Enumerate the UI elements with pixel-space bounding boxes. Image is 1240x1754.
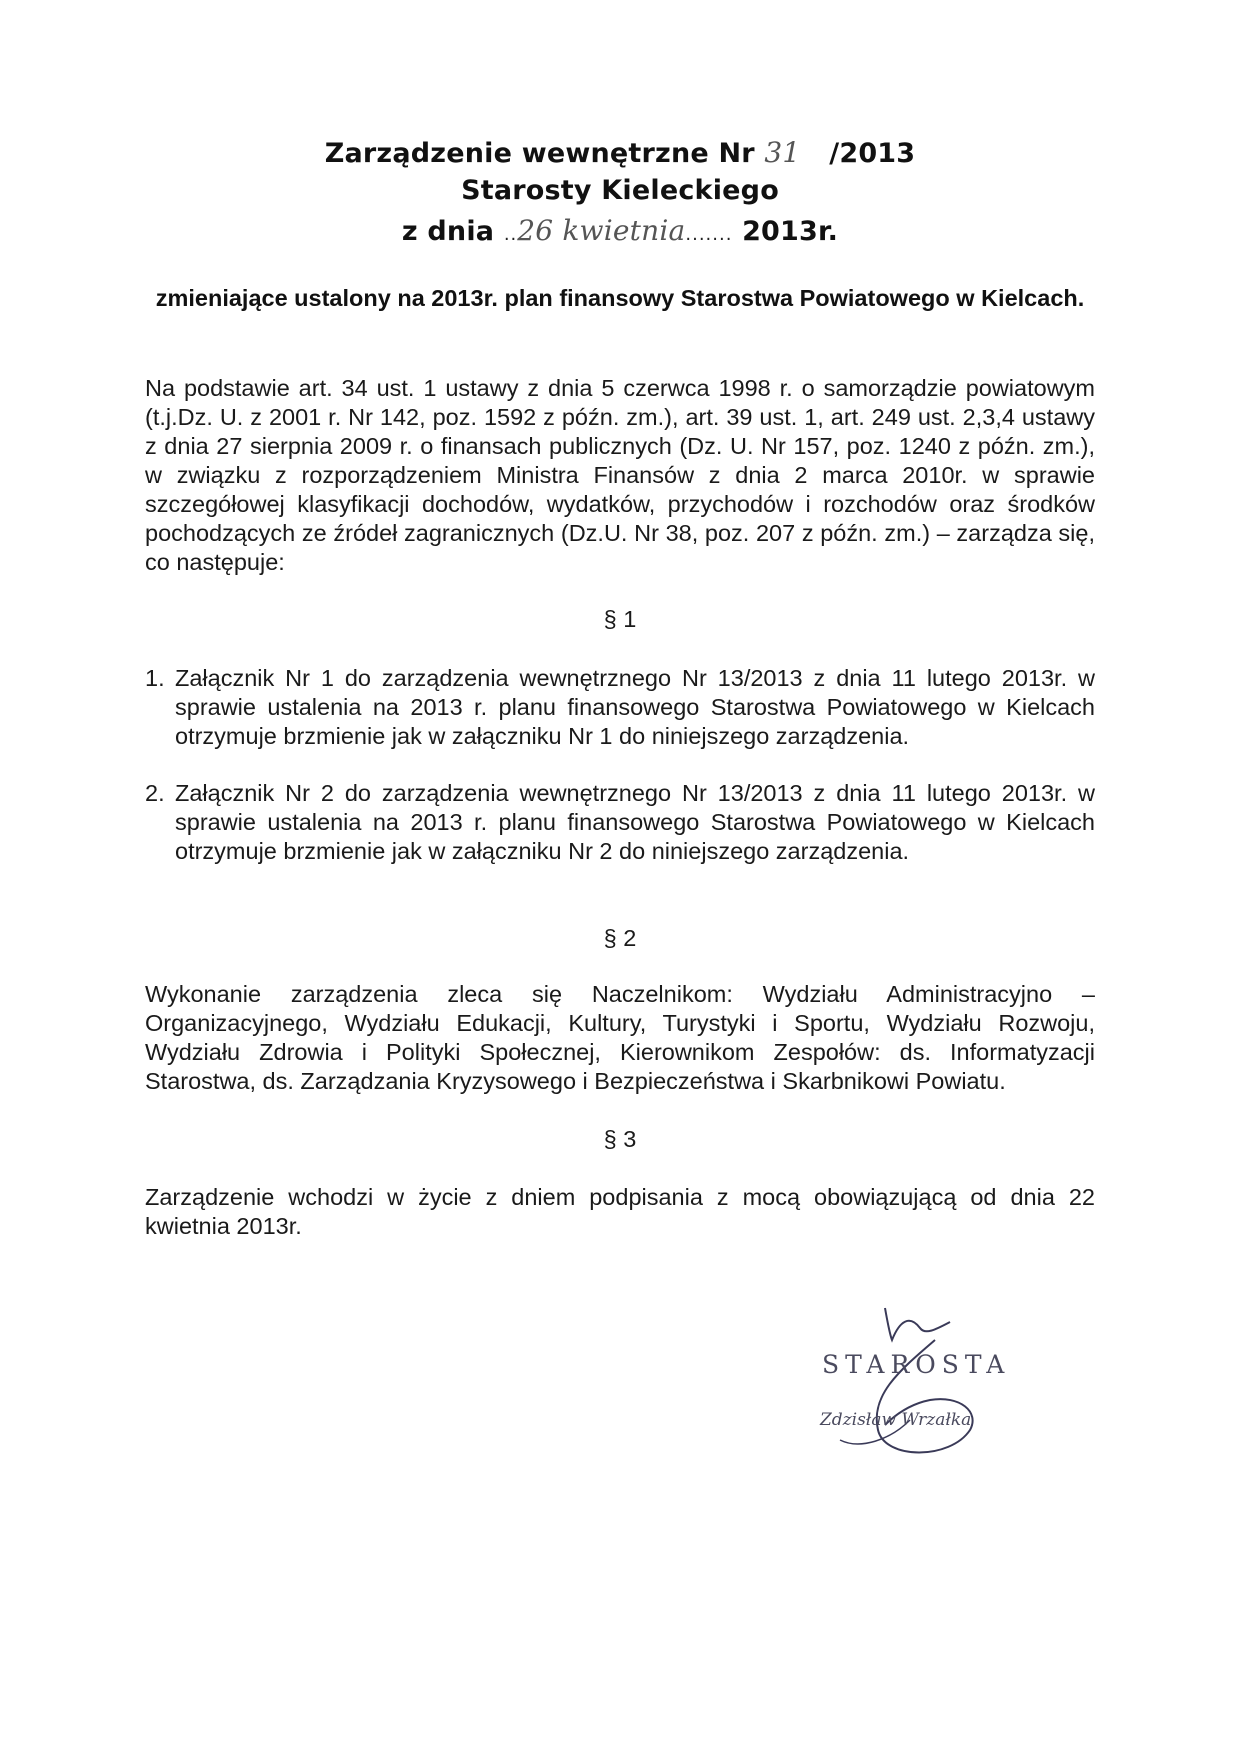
handwritten-date: 26 kwietnia xyxy=(517,214,686,247)
list-item-number: 2. xyxy=(145,780,165,806)
signature-icon xyxy=(800,1300,1020,1470)
issuer-line: Starosty Kieleckiego xyxy=(461,175,779,206)
list-item-number: 1. xyxy=(145,665,165,691)
stamp-title: STAROSTA xyxy=(822,1350,1011,1379)
handwritten-number: 31 xyxy=(764,136,801,169)
legal-basis-paragraph: Na podstawie art. 34 ust. 1 ustawy z dnia 5 czerwca 1998 r. o samorządzie powiatowym (t.j.Dz. U. z 2001 r. Nr 142, poz. 1592 z późn. zm.), art. 39 ust. 1, art. 249 ust. 2,3,4 ustawy z dnia 27 sierpnia 2009 r. o finansach publicznych (Dz. U. Nr 157, poz. 1240 z późn. zm.), w związku z rozporządzeniem Ministra Finansów z dnia 2 marca 2010r. w sprawie szczegółowej klasyfikacji dochodów, wydatków, przychodów i rozchodów oraz środków pochodzących ze źródeł zagranicznych (Dz.U. Nr 38, poz. 207 z późn. zm.) – zarządza się, co następuje: xyxy=(145,375,1095,575)
section-heading-3: § 3 xyxy=(603,1126,637,1152)
official-stamp xyxy=(800,1300,1020,1470)
list-item-text: Załącznik Nr 2 do zarządzenia wewnętrznego Nr 13/2013 z dnia 11 lutego 2013r. w sprawie ustalenia na 2013 r. planu finansowego Starostwa Powiatowego w Kielcach otrzymuje brzmienie jak w załączniku Nr 2 do niniejszego zarządzenia. xyxy=(175,780,1095,864)
list-item xyxy=(145,779,1095,866)
title-prefix: Zarządzenie wewnętrzne Nr xyxy=(324,138,755,169)
date-suffix: 2013r. xyxy=(742,216,839,247)
document-title xyxy=(0,136,1240,169)
list-item-text: Załącznik Nr 1 do zarządzenia wewnętrznego Nr 13/2013 z dnia 11 lutego 2013r. w sprawie ustalenia na 2013 r. planu finansowego Starostwa Powiatowego w Kielcach otrzymuje brzmienie jak w załączniku Nr 1 do niniejszego zarządzenia. xyxy=(175,665,1095,749)
title-suffix: /2013 xyxy=(829,138,916,169)
execution-paragraph: Wykonanie zarządzenia zleca się Naczelnikom: Wydziału Administracyjno – Organizacyjnego, Wydziału Edukacji, Kultury, Turystyki i Sportu, Wydziału Rozwoju, Wydziału Zdrowia i Polityki Społecznej, Kierownikom Zespołów: ds. Informatyzacji Starostwa, ds. Zarządzania Kryzysowego i Bezpieczeństwa i Skarbnikowi Powiatu. xyxy=(145,981,1095,1094)
section-heading-2: § 2 xyxy=(603,925,637,951)
section-heading-1: § 1 xyxy=(603,606,637,632)
list-item xyxy=(145,664,1095,751)
stamp-name: Zdzisław Wrzałka xyxy=(820,1410,972,1430)
document-subject: zmieniające ustalony na 2013r. plan finansowy Starostwa Powiatowego w Kielcach. xyxy=(155,285,1085,311)
date-prefix: z dnia xyxy=(401,216,495,247)
effective-date-paragraph: Zarządzenie wchodzi w życie z dniem podpisania z mocą obowiązującą od dnia 22 kwietnia 2013r. xyxy=(145,1184,1095,1239)
date-line: z dnia ..26 kwietnia....... 2013r. xyxy=(401,214,839,247)
